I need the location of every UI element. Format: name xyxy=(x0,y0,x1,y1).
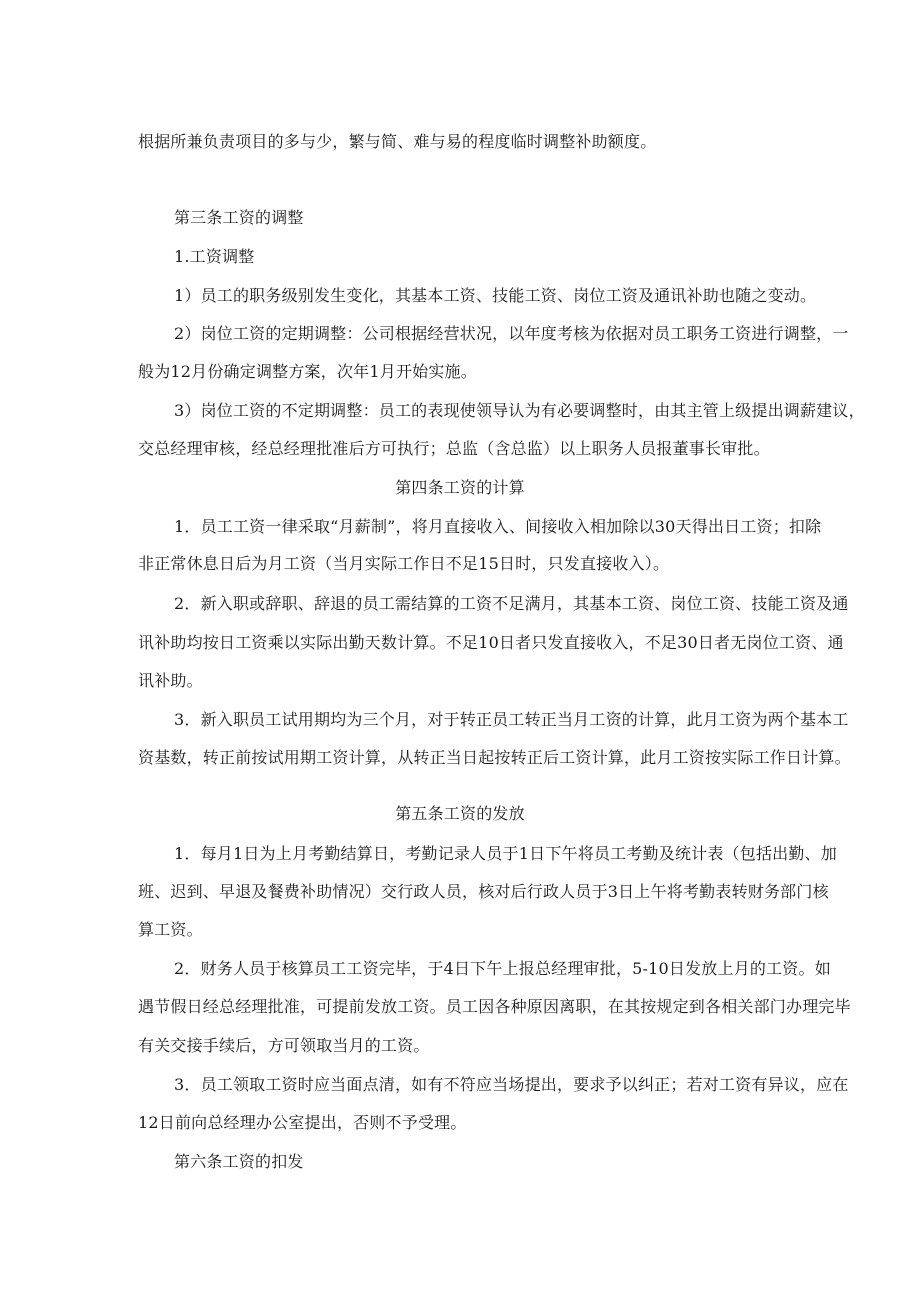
paragraph-line: 12日前向总经理办公室提出，否则不予受理。 xyxy=(138,1113,467,1132)
paragraph-line: 算工资。 xyxy=(138,920,203,939)
paragraph-line: 资基数，转正前按试用期工资计算，从转正当日起按转正后工资计算，此月工资按实际工作日计算。 xyxy=(138,748,851,767)
paragraph-line: 班、迟到、早退及餐费补助情况）交行政人员，核对后行政人员于3日上午将考勤表转财务部门核 xyxy=(138,882,829,901)
article-3-heading: 第三条工资的调整 xyxy=(174,208,304,227)
paragraph-line: 1．每月1日为上月考勤结算日，考勤记录人员于1日下午将员工考勤及统计表（包括出勤、加 xyxy=(174,844,837,863)
paragraph-line: 2．财务人员于核算员工工资完毕，于4日下午上报总经理审批，5-10日发放上月的工资。如 xyxy=(174,959,831,978)
paragraph-line: 遇节假日经总经理批准，可提前发放工资。员工因各种原因离职，在其按规定到各相关部门办理完毕 xyxy=(138,997,851,1016)
article-4-heading: 第四条工资的计算 xyxy=(395,478,525,497)
article-3-subheading: 1.工资调整 xyxy=(174,247,255,266)
paragraph-line: 根据所兼负责项目的多与少，繁与简、难与易的程度临时调整补助额度。 xyxy=(138,132,657,151)
paragraph-line: 2）岗位工资的定期调整：公司根据经营状况，以年度考核为依据对员工职务工资进行调整，一 xyxy=(174,324,849,343)
paragraph-line: 非正常休息日后为月工资（当月实际工作日不足15日时，只发直接收入）。 xyxy=(138,554,670,573)
paragraph-line: 3．新入职员工试用期均为三个月，对于转正员工转正当月工资的计算，此月工资为两个基本工 xyxy=(174,710,849,729)
paragraph-line: 交总经理审核，经总经理批准后方可执行；总监（含总监）以上职务人员报董事长审批。 xyxy=(138,439,770,458)
article-6-heading: 第六条工资的扣发 xyxy=(174,1152,304,1171)
paragraph-line: 有关交接手续后，方可领取当月的工资。 xyxy=(138,1036,430,1055)
paragraph-line: 讯补助。 xyxy=(138,671,203,690)
paragraph-line: 般为12月份确定调整方案，次年1月开始实施。 xyxy=(138,362,477,381)
paragraph-line: 讯补助均按日工资乘以实际出勤天数计算。不足10日者只发直接收入，不足30日者无岗位工资、通 xyxy=(138,633,844,652)
article-5-heading: 第五条工资的发放 xyxy=(395,804,525,823)
paragraph-line: 1）员工的职务级别发生变化，其基本工资、技能工资、岗位工资及通讯补助也随之变动。 xyxy=(174,286,817,305)
paragraph-line: 2．新入职或辞职、辞退的员工需结算的工资不足满月，其基本工资、岗位工资、技能工资及通 xyxy=(174,594,849,613)
paragraph-line: 3．员工领取工资时应当面点清，如有不符应当场提出，要求予以纠正；若对工资有异议，应在 xyxy=(174,1075,849,1094)
paragraph-line: 1．员工工资一律采取“月薪制”，将月直接收入、间接收入相加除以30天得出日工资；扣除 xyxy=(174,517,822,536)
paragraph-line: 3）岗位工资的不定期调整：员工的表现使领导认为有必要调整时，由其主管上级提出调薪建议， xyxy=(174,401,865,420)
